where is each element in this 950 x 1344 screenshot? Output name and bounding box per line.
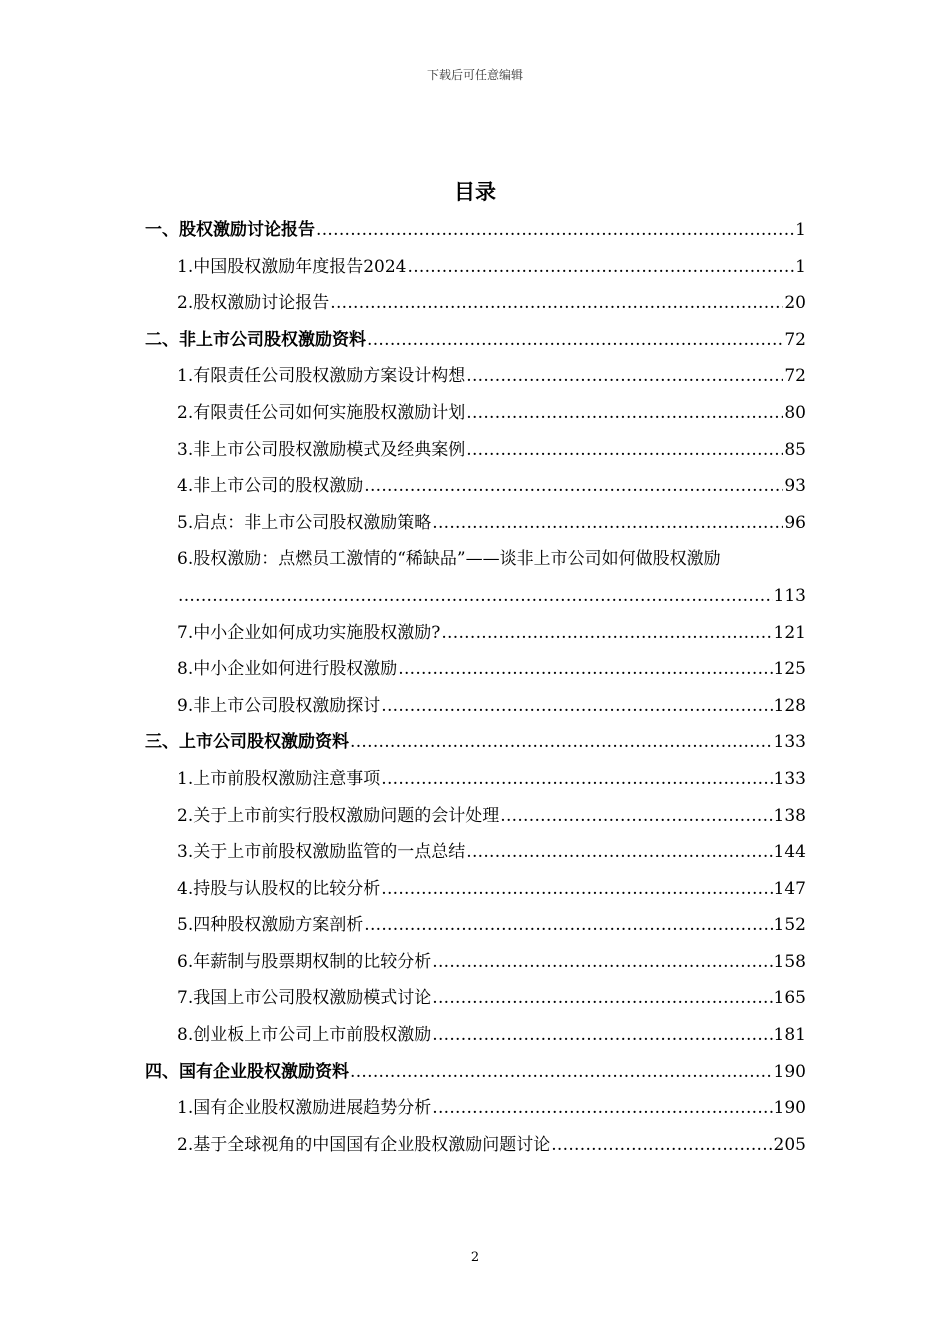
toc-entry-page: 133 bbox=[773, 732, 806, 753]
toc-entry[interactable] bbox=[145, 948, 806, 985]
toc-entry-leader-line bbox=[145, 582, 806, 619]
dot-leader bbox=[367, 326, 783, 354]
toc-entry-label: 5.四种股权激励方案剖析 bbox=[177, 915, 364, 936]
toc-entry-page: 72 bbox=[784, 329, 806, 350]
toc-entry[interactable] bbox=[145, 765, 806, 802]
dot-leader bbox=[381, 692, 772, 720]
dot-leader bbox=[330, 289, 783, 317]
toc-entry-page: 138 bbox=[773, 805, 806, 826]
toc-entry[interactable] bbox=[145, 619, 806, 656]
toc-entry[interactable] bbox=[145, 911, 806, 948]
page-header: 下载后可任意编辑 bbox=[426, 68, 523, 82]
toc-entry-label: 1.上市前股权激励注意事项 bbox=[177, 768, 381, 789]
toc-entry[interactable] bbox=[145, 838, 806, 875]
toc-entry-label: 二、非上市公司股权激励资料 bbox=[145, 329, 366, 350]
toc-entry-page: 113 bbox=[773, 585, 806, 606]
toc-entry-label: 3.非上市公司股权激励模式及经典案例 bbox=[177, 439, 466, 460]
toc-entry-label: 2.关于上市前实行股权激励问题的会计处理 bbox=[177, 805, 500, 826]
dot-leader bbox=[350, 1058, 773, 1086]
toc-entry[interactable] bbox=[145, 472, 806, 509]
toc-entry-label: 2.股权激励讨论报告 bbox=[177, 293, 330, 314]
toc-entry-label: 8.中小企业如何进行股权激励 bbox=[177, 659, 398, 680]
toc-entry-page: 190 bbox=[773, 1061, 806, 1082]
toc-entry-page: 96 bbox=[784, 512, 806, 533]
toc-entry-page: 20 bbox=[784, 293, 806, 314]
toc-section[interactable] bbox=[145, 1058, 806, 1095]
dot-leader bbox=[432, 948, 772, 976]
toc-entry[interactable] bbox=[145, 1131, 806, 1168]
toc-entry-page: 1 bbox=[795, 256, 806, 277]
dot-leader bbox=[466, 399, 783, 427]
toc-entry-page: 93 bbox=[784, 476, 806, 497]
toc-entry-page: 190 bbox=[773, 1098, 806, 1119]
dot-leader bbox=[398, 655, 772, 683]
toc-entry-page: 152 bbox=[773, 915, 806, 936]
page-title: 目录 bbox=[454, 180, 496, 204]
toc-entry-label: 2.基于全球视角的中国国有企业股权激励问题讨论 bbox=[177, 1134, 551, 1155]
dot-leader bbox=[178, 582, 773, 610]
toc-entry[interactable] bbox=[145, 289, 806, 326]
dot-leader bbox=[432, 984, 772, 1012]
toc-entry-label: 1.有限责任公司股权激励方案设计构想 bbox=[177, 366, 466, 387]
toc-entry[interactable] bbox=[145, 436, 806, 473]
dot-leader bbox=[432, 1021, 772, 1049]
toc-entry-page: 158 bbox=[773, 951, 806, 972]
dot-leader bbox=[432, 509, 783, 537]
toc-entry[interactable] bbox=[145, 545, 806, 582]
toc-entry-label: 8.创业板上市公司上市前股权激励 bbox=[177, 1025, 432, 1046]
toc-entry-label: 一、股权激励讨论报告 bbox=[145, 220, 315, 240]
toc-entry[interactable] bbox=[145, 362, 806, 399]
dot-leader bbox=[350, 728, 773, 756]
toc-entry-page: 80 bbox=[784, 402, 806, 423]
dot-leader bbox=[381, 765, 772, 793]
toc-entry-label: 4.持股与认股权的比较分析 bbox=[177, 878, 381, 899]
toc-entry-page: 72 bbox=[784, 366, 806, 387]
toc-entry-page: 181 bbox=[773, 1025, 806, 1046]
toc-entry[interactable] bbox=[145, 1094, 806, 1131]
toc-entry-page: 165 bbox=[773, 988, 806, 1009]
toc-entry-page: 1 bbox=[795, 220, 806, 240]
dot-leader bbox=[466, 436, 783, 464]
toc-section[interactable] bbox=[145, 216, 806, 253]
toc-entry[interactable] bbox=[145, 253, 806, 290]
toc-entry-page: 128 bbox=[773, 695, 806, 716]
dot-leader bbox=[432, 1094, 772, 1122]
dot-leader bbox=[551, 1131, 772, 1159]
toc-entry[interactable] bbox=[145, 984, 806, 1021]
dot-leader bbox=[441, 619, 772, 647]
dot-leader bbox=[466, 838, 772, 866]
toc-entry-label: 9.非上市公司股权激励探讨 bbox=[177, 695, 381, 716]
table-of-contents bbox=[145, 216, 806, 1167]
toc-section[interactable] bbox=[145, 326, 806, 363]
toc-entry-label: 7.我国上市公司股权激励模式讨论 bbox=[177, 988, 432, 1009]
dot-leader bbox=[364, 911, 772, 939]
dot-leader bbox=[316, 216, 794, 244]
toc-entry-page: 147 bbox=[773, 878, 806, 899]
toc-entry-page: 121 bbox=[773, 622, 806, 643]
toc-entry-label: 四、国有企业股权激励资料 bbox=[145, 1061, 349, 1082]
toc-section[interactable] bbox=[145, 728, 806, 765]
toc-entry-label: 1.国有企业股权激励进展趋势分析 bbox=[177, 1098, 432, 1119]
toc-entry-label: 三、上市公司股权激励资料 bbox=[145, 732, 349, 753]
toc-entry-page: 205 bbox=[773, 1134, 806, 1155]
toc-entry-label: 4.非上市公司的股权激励 bbox=[177, 476, 364, 497]
toc-entry[interactable] bbox=[145, 509, 806, 546]
dot-leader bbox=[466, 362, 783, 390]
toc-entry-label: 7.中小企业如何成功实施股权激励? bbox=[177, 622, 441, 643]
dot-leader bbox=[381, 875, 772, 903]
toc-entry-label: 5.启点：非上市公司股权激励策略 bbox=[177, 512, 432, 533]
toc-entry[interactable] bbox=[145, 655, 806, 692]
toc-entry[interactable] bbox=[145, 875, 806, 912]
toc-entry[interactable] bbox=[145, 692, 806, 729]
dot-leader bbox=[407, 253, 794, 281]
toc-entry-page: 125 bbox=[773, 659, 806, 680]
toc-entry[interactable] bbox=[145, 802, 806, 839]
dot-leader bbox=[500, 802, 772, 830]
toc-entry-label: 3.关于上市前股权激励监管的一点总结 bbox=[177, 842, 466, 863]
toc-entry-page: 133 bbox=[773, 768, 806, 789]
toc-entry-page: 85 bbox=[784, 439, 806, 460]
toc-entry-page: 144 bbox=[773, 842, 806, 863]
toc-entry-label: 1.中国股权激励年度报告2024 bbox=[177, 256, 407, 277]
toc-entry[interactable] bbox=[145, 399, 806, 436]
toc-entry-label: 2.有限责任公司如何实施股权激励计划 bbox=[177, 402, 466, 423]
toc-entry-label: 6.年薪制与股票期权制的比较分析 bbox=[177, 951, 432, 972]
dot-leader bbox=[364, 472, 783, 500]
toc-entry[interactable] bbox=[145, 1021, 806, 1058]
toc-entry-label: 6.股权激励：点燃员工激情的“稀缺品”——谈非上市公司如何做股权激励 bbox=[177, 549, 721, 570]
page-number: 2 bbox=[470, 1250, 480, 1265]
